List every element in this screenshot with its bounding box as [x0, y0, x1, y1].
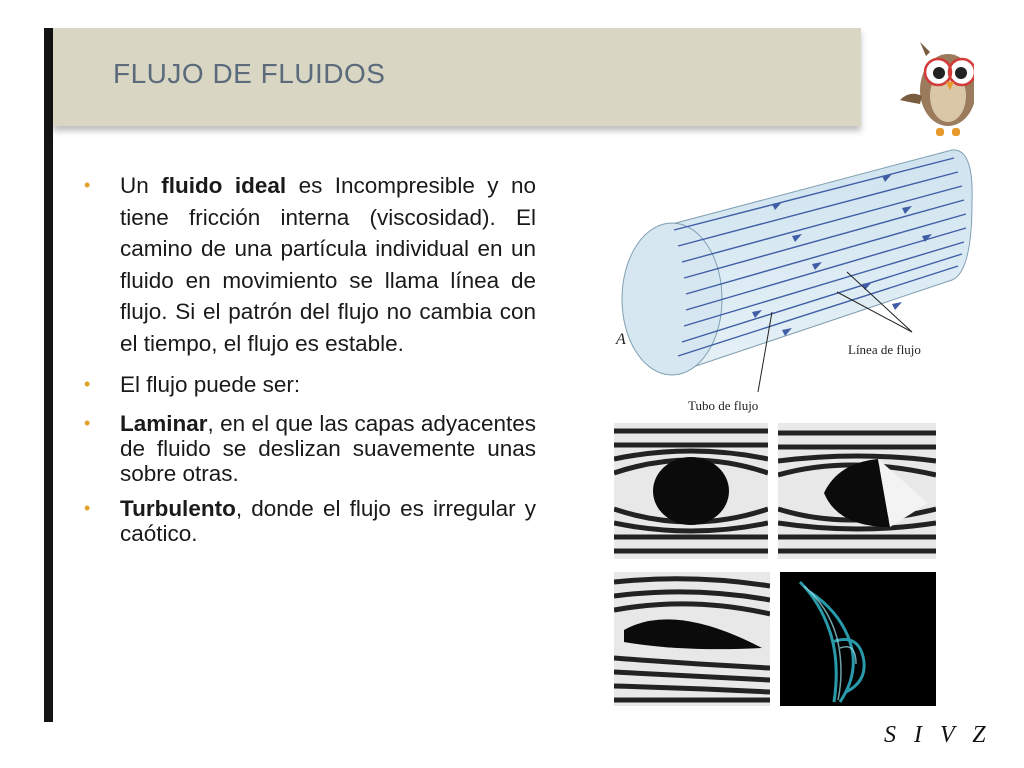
bullet-bold-term: Turbulento — [120, 495, 236, 521]
author-signature: S I V Z — [884, 722, 992, 748]
title-band — [53, 28, 861, 126]
bullet-text: , donde el flujo es irregular y caótico. — [120, 495, 536, 546]
label-a: A — [616, 331, 626, 348]
bullet-ideal-fluid — [84, 170, 536, 359]
bullet-dot-icon: • — [84, 175, 91, 195]
bullet-dot-icon: • — [84, 374, 91, 394]
left-accent-bar — [44, 28, 53, 722]
bullet-flow-types — [84, 369, 536, 401]
flow-tube-figure — [612, 142, 974, 422]
label-flow-tube: Tubo de flujo — [688, 398, 759, 413]
bullet-text: es Incompresible y no tiene fricción interna (viscosidad). El camino de una partícula individual en un fluido en movimiento se llama línea de flujo. Si el patrón del flujo no cambia con el tiempo, el flujo es estable. — [120, 173, 536, 356]
bullet-dot-icon: • — [84, 497, 91, 518]
cylinder-flow-photo — [614, 423, 768, 559]
bullet-list — [84, 170, 536, 556]
bullet-text: Un — [120, 173, 162, 198]
bullet-laminar — [84, 411, 536, 486]
bullet-dot-icon: • — [84, 412, 91, 433]
bullet-bold-term: Laminar — [120, 410, 208, 436]
bullet-turbulent — [84, 496, 536, 546]
smoke-turbulence-photo — [780, 572, 936, 706]
slide-title: FLUJO DE FLUIDOS — [113, 58, 386, 89]
airfoil-flow-photo — [614, 572, 770, 706]
bullet-text: , en el que las capas adyacentes de fluido se deslizan suavemente unas sobre otras. — [120, 410, 536, 486]
bullet-bold-term: fluido ideal — [161, 173, 287, 198]
bullet-text: El flujo puede ser: — [120, 372, 301, 397]
owl-mascot-icon — [890, 30, 974, 140]
triangle-flow-photo — [778, 423, 936, 559]
label-streamline: Línea de flujo — [848, 342, 921, 357]
